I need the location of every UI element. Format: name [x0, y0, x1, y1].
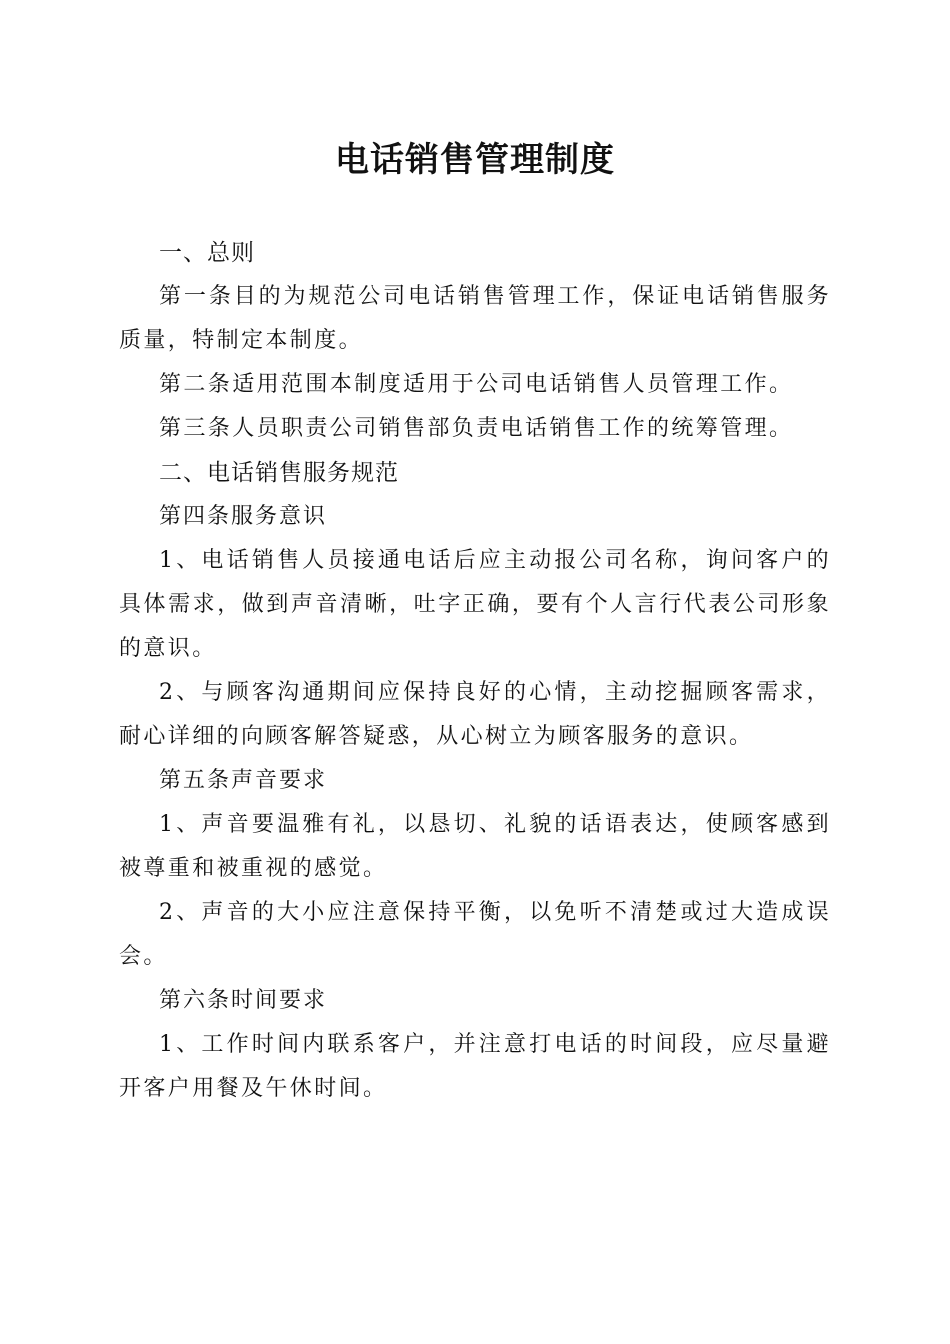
- article-heading: 第五条声音要求: [159, 768, 328, 793]
- article-heading: 第六条时间要求: [159, 988, 328, 1013]
- section-heading: 一、总则: [159, 240, 255, 266]
- paragraph: 第二条适用范围本制度适用于公司电话销售人员管理工作。: [159, 372, 794, 397]
- paragraph: 1、声音要温雅有礼，以恳切、礼貌的话语表达，使顾客感到被尊重和被重视的感觉。: [119, 812, 831, 881]
- paragraph: 1、电话销售人员接通电话后应主动报公司名称，询问客户的具体需求，做到声音清晰，吐字正确，要有个人言行代表公司形象的意识。: [119, 548, 831, 661]
- article-heading: 第四条服务意识: [159, 504, 328, 529]
- paragraph: 第三条人员职责公司销售部负责电话销售工作的统筹管理。: [159, 416, 794, 441]
- document-body: [119, 231, 831, 1111]
- paragraph: 2、声音的大小应注意保持平衡，以免听不清楚或过大造成误会。: [119, 900, 831, 969]
- section-heading: 二、电话销售服务规范: [159, 460, 399, 486]
- paragraph: 1、工作时间内联系客户，并注意打电话的时间段，应尽量避开客户用餐及午休时间。: [119, 1032, 831, 1101]
- document-title: 电话销售管理制度: [335, 140, 615, 180]
- paragraph: 第一条目的为规范公司电话销售管理工作，保证电话销售服务质量，特制定本制度。: [119, 284, 831, 353]
- paragraph: 2、与顾客沟通期间应保持良好的心情，主动挖掘顾客需求，耐心详细的向顾客解答疑惑，从心树立为顾客服务的意识。: [119, 680, 831, 749]
